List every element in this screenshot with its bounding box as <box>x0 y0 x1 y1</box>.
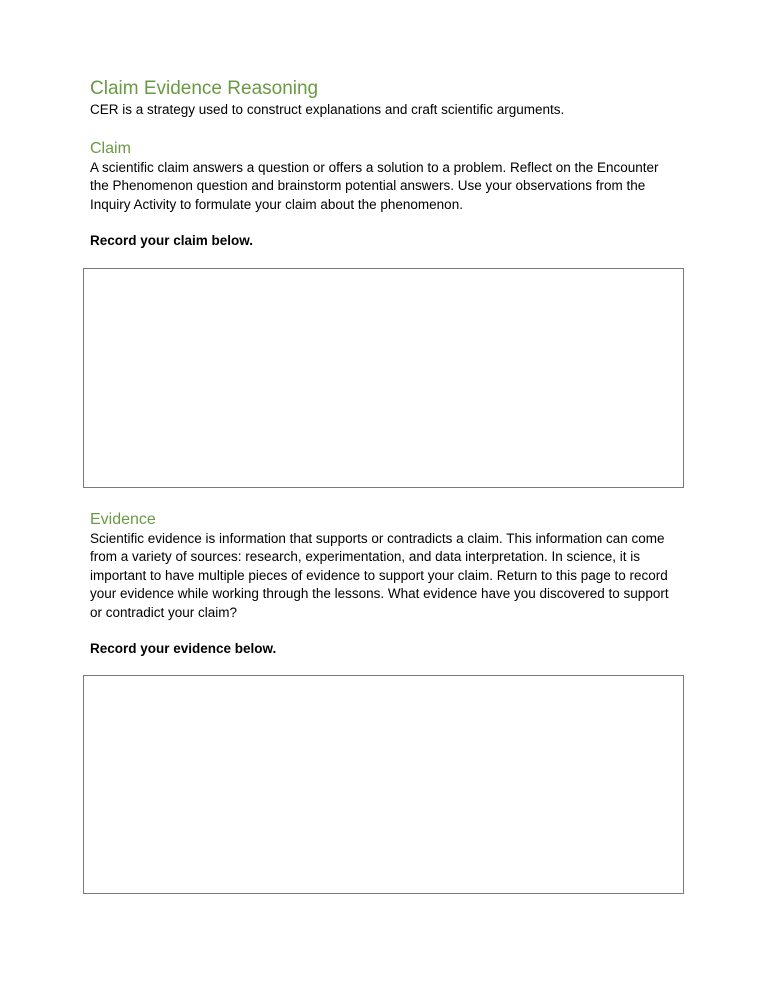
intro-text: CER is a strategy used to construct explanations and craft scientific arguments. <box>90 102 565 117</box>
claim-prompt: Record your claim below. <box>90 233 254 248</box>
evidence-prompt: Record your evidence below. <box>90 641 277 656</box>
evidence-description: Scientific evidence is information that supports or contradicts a claim. This information can come from a variety of sources: research, experimentation, and data interpretation. In science, it is important to have multiple pieces of evidence to support your claim. Return to this page to record your evidence while working through the lessons. What evidence have you discovered to support or contradict your claim? <box>90 531 669 620</box>
evidence-answer-box[interactable] <box>83 675 684 894</box>
page-title: Claim Evidence Reasoning <box>90 78 319 99</box>
claim-description: A scientific claim answers a question or offers a solution to a problem. Reflect on the Encounter the Phenomenon question and brainstorm potential answers. Use your observations from the Inquiry Activity to formulate your claim about the phenomenon. <box>90 160 659 212</box>
claim-answer-box[interactable] <box>83 268 684 488</box>
claim-heading: Claim <box>90 140 131 157</box>
evidence-heading: Evidence <box>90 511 156 528</box>
